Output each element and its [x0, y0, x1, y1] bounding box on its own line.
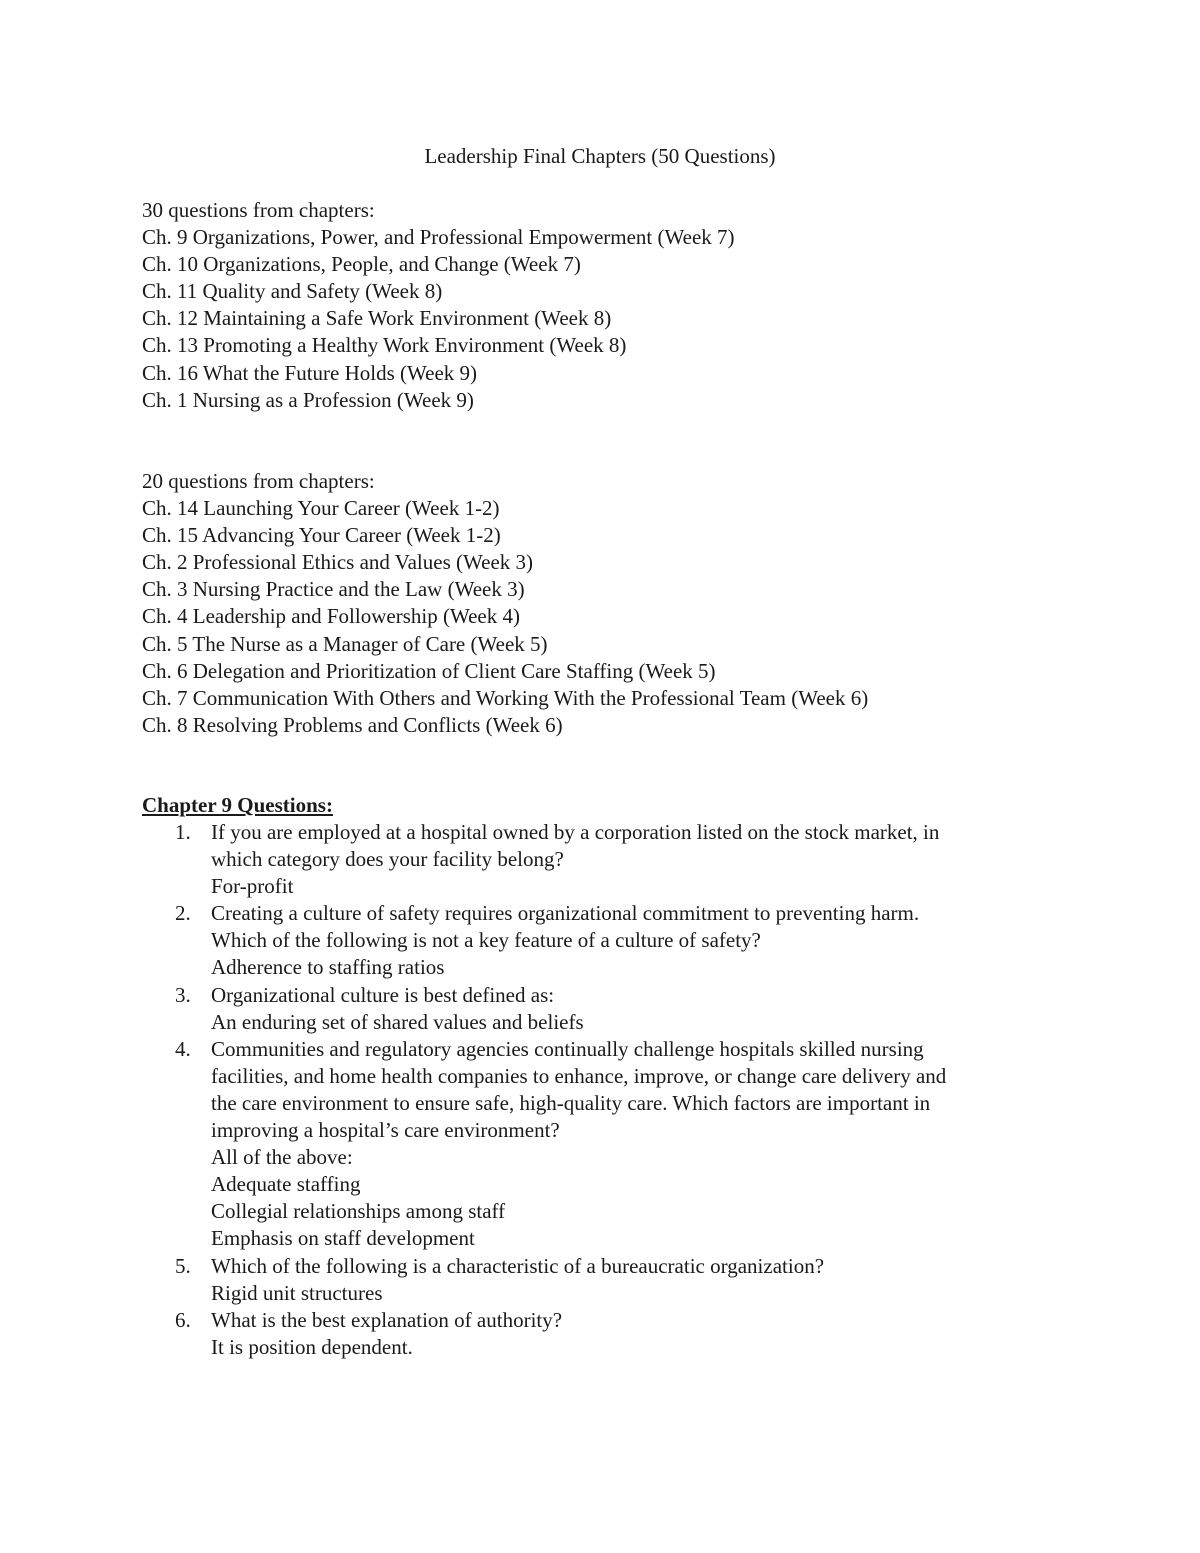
chapter-line: Ch. 10 Organizations, People, and Change (Week 7)	[142, 252, 581, 277]
chapter-line: Ch. 16 What the Future Holds (Week 9)	[142, 360, 478, 385]
chapter-line: Ch. 9 Organizations, Power, and Professional Empowerment (Week 7)	[142, 225, 735, 250]
question-answer: Collegial relationships among staff	[211, 1199, 506, 1224]
question-item	[142, 819, 1102, 900]
question-answer: It is position dependent.	[211, 1334, 413, 1359]
question-answer: An enduring set of shared values and beliefs	[211, 1009, 584, 1034]
question-item	[142, 1307, 1102, 1361]
question-item	[142, 982, 1102, 1036]
chapter-9-question-list	[142, 819, 1102, 1361]
question-number: 4.	[175, 1036, 191, 1061]
question-text: Organizational culture is best defined as:	[211, 982, 555, 1007]
question-text: facilities, and home health companies to enhance, improve, or change care delivery and	[211, 1063, 947, 1088]
group-30-heading: 30 questions from chapters:	[142, 198, 375, 222]
chapter-line: Ch. 5 The Nurse as a Manager of Care (Week 5)	[142, 631, 548, 656]
question-answer: All of the above:	[211, 1145, 353, 1170]
chapter-line: Ch. 13 Promoting a Healthy Work Environment (Week 8)	[142, 333, 627, 358]
question-text: Communities and regulatory agencies continually challenge hospitals skilled nursing	[211, 1036, 924, 1061]
chapter-line: Ch. 12 Maintaining a Safe Work Environment (Week 8)	[142, 306, 612, 331]
question-item	[142, 1036, 1102, 1253]
chapter-line: Ch. 14 Launching Your Career (Week 1-2)	[142, 496, 500, 521]
question-text: Which of the following is a characteristic of a bureaucratic organization?	[211, 1253, 825, 1278]
question-text: Which of the following is not a key feature of a culture of safety?	[211, 928, 761, 953]
question-answer: Adherence to staffing ratios	[211, 955, 445, 980]
chapter-9-heading: Chapter 9 Questions:	[142, 793, 333, 817]
chapter-line: Ch. 11 Quality and Safety (Week 8)	[142, 279, 443, 304]
question-text: Creating a culture of safety requires organizational commitment to preventing harm.	[211, 901, 920, 926]
chapter-line: Ch. 4 Leadership and Followership (Week 4)	[142, 604, 520, 629]
chapter-line: Ch. 3 Nursing Practice and the Law (Week 3)	[142, 577, 525, 602]
question-text: If you are employed at a hospital owned by a corporation listed on the stock market, in	[211, 820, 940, 844]
question-text: the care environment to ensure safe, high-quality care. Which factors are important in	[211, 1090, 931, 1115]
chapter-line: Ch. 8 Resolving Problems and Conflicts (Week 6)	[142, 712, 563, 737]
question-answer: For-profit	[211, 874, 294, 899]
chapter-line: Ch. 1 Nursing as a Profession (Week 9)	[142, 387, 474, 412]
chapter-line: Ch. 7 Communication With Others and Working With the Professional Team (Week 6)	[142, 685, 869, 710]
question-text: improving a hospital’s care environment?	[211, 1118, 560, 1143]
question-text: which category does your facility belong?	[211, 847, 564, 872]
chapter-line: Ch. 6 Delegation and Prioritization of Client Care Staffing (Week 5)	[142, 658, 716, 683]
question-number: 6.	[175, 1307, 191, 1332]
group-20-heading: 20 questions from chapters:	[142, 469, 375, 493]
question-item	[142, 900, 1102, 981]
question-number: 3.	[175, 982, 191, 1007]
document-title: Leadership Final Chapters (50 Questions)	[424, 144, 776, 168]
chapter-group-20	[142, 468, 1102, 739]
question-item	[142, 1253, 1102, 1307]
question-answer: Emphasis on staff development	[211, 1226, 475, 1251]
question-number: 1.	[175, 820, 191, 844]
question-answer: Rigid unit structures	[211, 1280, 383, 1305]
question-number: 2.	[175, 901, 191, 926]
chapter-line: Ch. 2 Professional Ethics and Values (Week 3)	[142, 550, 534, 575]
question-answer: Adequate staffing	[211, 1172, 361, 1197]
chapter-group-30	[142, 197, 1102, 414]
question-text: What is the best explanation of authority?	[211, 1307, 563, 1332]
chapter-line: Ch. 15 Advancing Your Career (Week 1-2)	[142, 523, 501, 548]
question-number: 5.	[175, 1253, 191, 1278]
